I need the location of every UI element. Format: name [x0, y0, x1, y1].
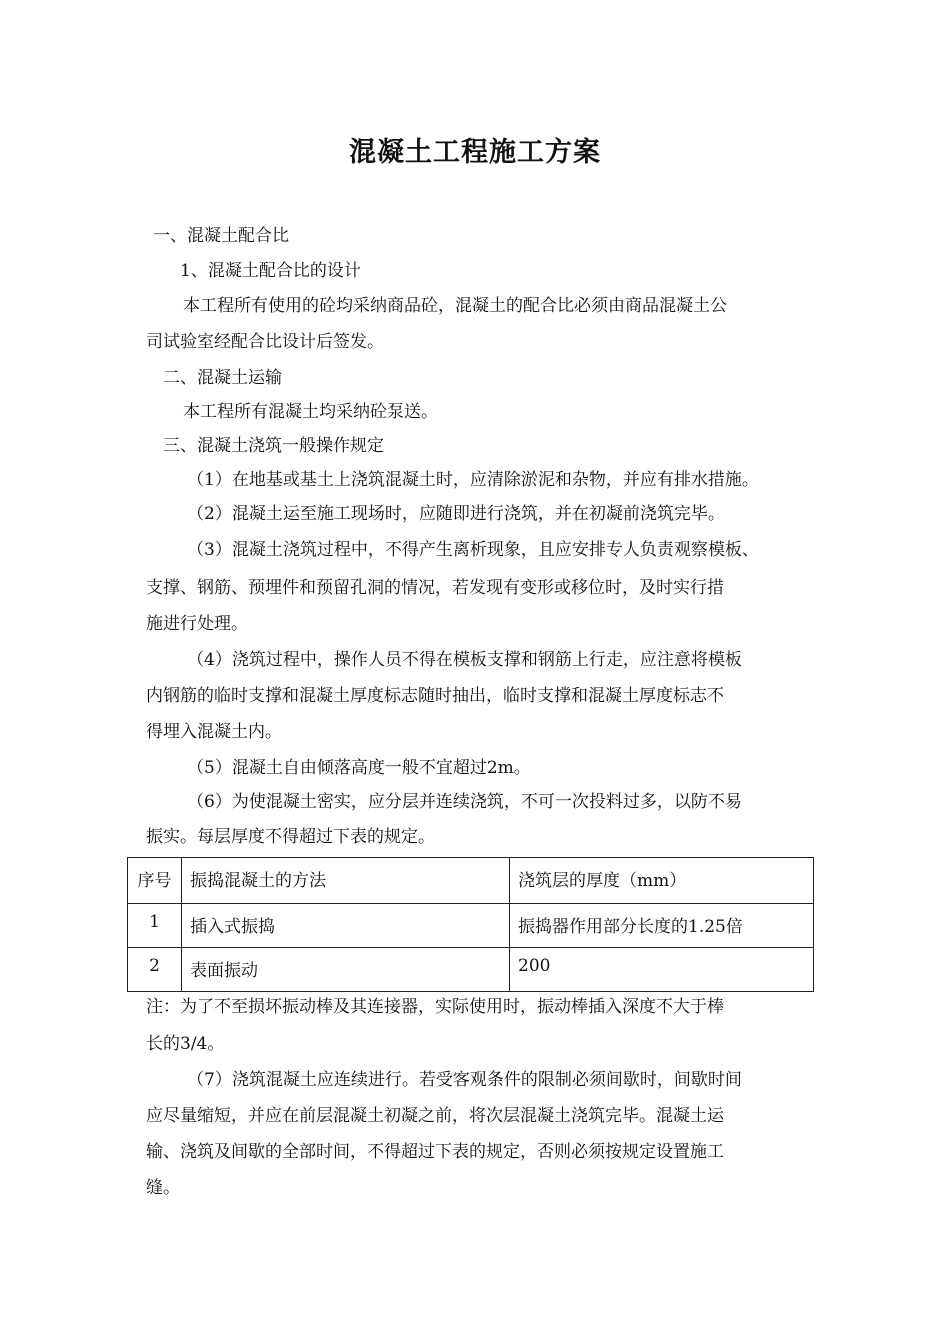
list-item-7: （7）浇筑混凝土应连续进行。若受客观条件的限制必须间歇时，间歇时间 [187, 1070, 742, 1090]
paragraph-line: 缝。 [146, 1178, 180, 1198]
table-row [128, 904, 814, 948]
paragraph-line: 支撑、钢筋、预埋件和预留孔洞的情况，若发现有变形或移位时，及时实行措 [146, 578, 724, 598]
paragraph-line: 输、浇筑及间歇的全部时间，不得超过下表的规定，否则必须按规定设置施工 [146, 1142, 724, 1162]
table-header-cell: 振捣混凝土的方法 [182, 858, 510, 904]
paragraph-line: 应尽量缩短，并应在前层混凝土初凝之前，将次层混凝土浇筑完毕。混凝土运 [146, 1106, 724, 1126]
section-heading-1: 一、混凝土配合比 [153, 226, 289, 246]
subsection-heading-1-1: 1、混凝土配合比的设计 [180, 261, 361, 281]
paragraph-line: 本工程所有使用的砼均采纳商品砼，混凝土的配合比必须由商品混凝土公 [183, 296, 727, 316]
table-cell: 2 [128, 948, 182, 992]
paragraph-line: 内钢筋的临时支撑和混凝土厚度标志随时抽出，临时支撑和混凝土厚度标志不 [146, 686, 724, 706]
paragraph-line: 司试验室经配合比设计后签发。 [146, 332, 384, 352]
paragraph-line: 得埋入混凝土内。 [146, 722, 282, 742]
section-heading-2: 二、混凝土运输 [163, 368, 282, 388]
list-item-4: （4）浇筑过程中，操作人员不得在模板支撑和钢筋上行走，应注意将模板 [187, 650, 742, 670]
table-note-line: 长的3/4。 [146, 1034, 225, 1054]
paragraph-line: 振实。每层厚度不得超过下表的规定。 [146, 827, 435, 847]
table-header-cell: 浇筑层的厚度（mm） [510, 858, 814, 904]
table-header-cell: 序号 [128, 858, 182, 904]
list-item-6: （6）为使混凝土密实，应分层并连续浇筑，不可一次投料过多，以防不易 [187, 792, 742, 812]
list-item-5: （5）混凝土自由倾落高度一般不宜超过2m。 [187, 758, 531, 778]
table-cell: 200 [510, 948, 814, 992]
list-item-2: （2）混凝土运至施工现场时，应随即进行浇筑，并在初凝前浇筑完毕。 [187, 504, 725, 524]
paragraph-line: 本工程所有混凝土均采纳砼泵送。 [183, 402, 438, 422]
layer-thickness-table [127, 857, 814, 992]
list-item-1: （1）在地基或基土上浇筑混凝土时，应清除淤泥和杂物，并应有排水措施。 [187, 470, 759, 490]
table-cell: 插入式振捣 [182, 904, 510, 948]
paragraph-line: 施进行处理。 [146, 614, 248, 634]
list-item-3: （3）混凝土浇筑过程中，不得产生离析现象，且应安排专人负责观察模板、 [187, 540, 759, 560]
table-cell: 表面振动 [182, 948, 510, 992]
table-cell: 1 [128, 904, 182, 948]
table-header-row [128, 858, 814, 904]
document-title: 混凝土工程施工方案 [349, 137, 601, 168]
table-note-line: 注：为了不至损坏振动棒及其连接器，实际使用时，振动棒插入深度不大于棒 [146, 997, 724, 1017]
table-row [128, 948, 814, 992]
table-cell: 振捣器作用部分长度的1.25倍 [510, 904, 814, 948]
section-heading-3: 三、混凝土浇筑一般操作规定 [163, 436, 384, 456]
